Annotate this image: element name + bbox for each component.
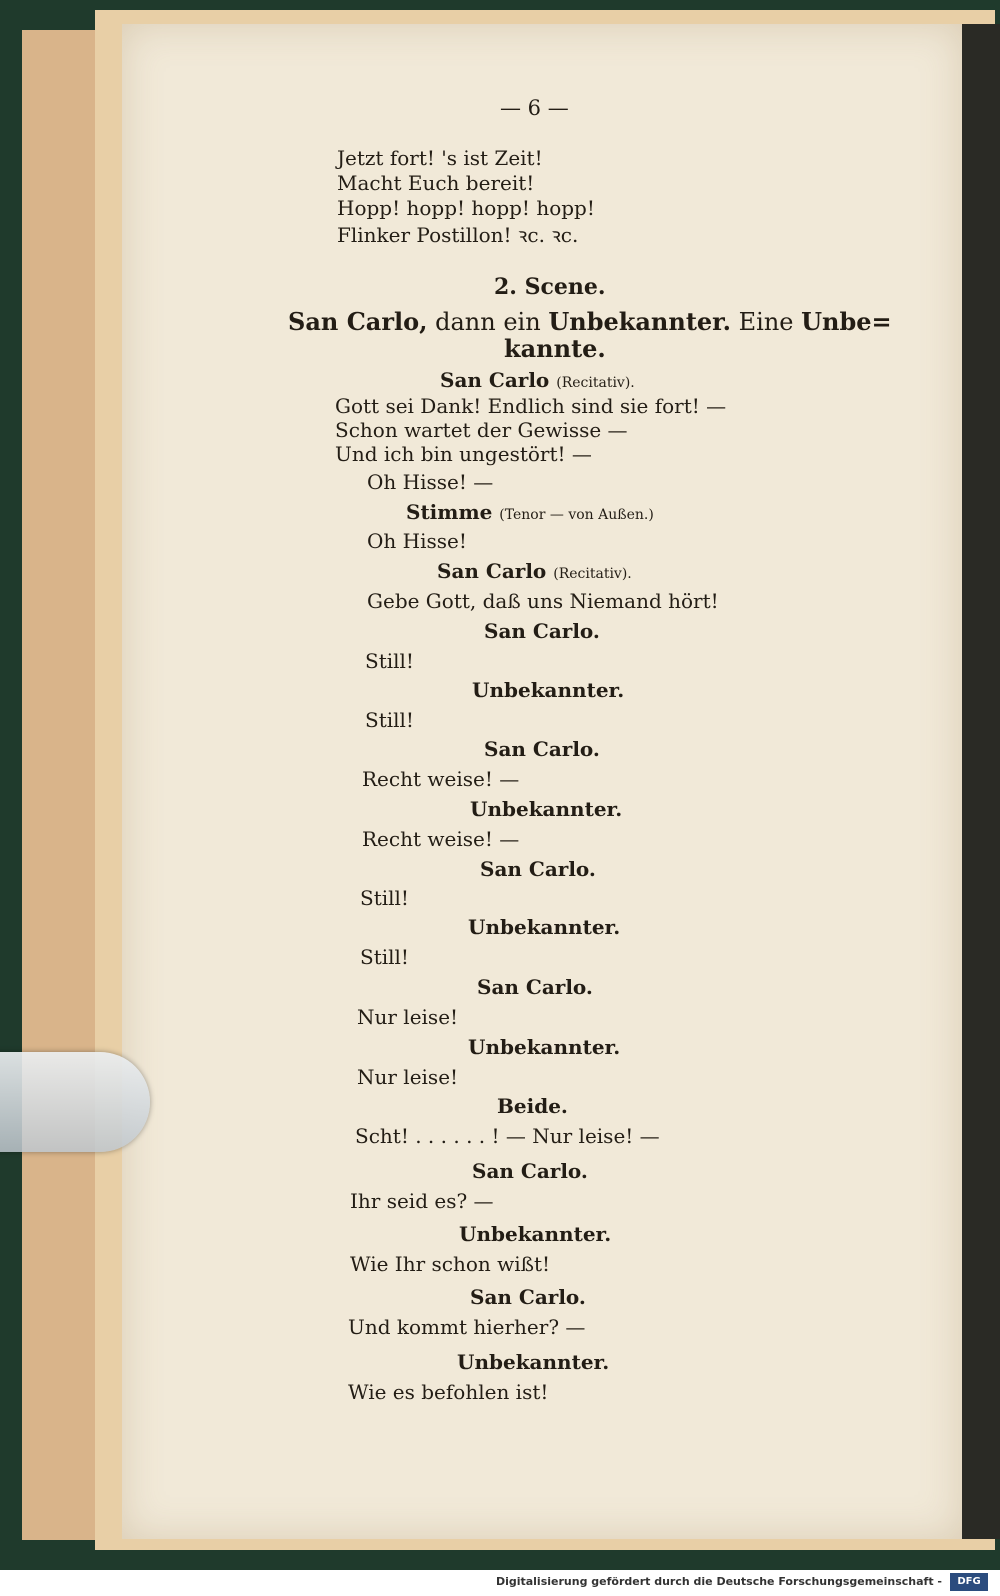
speaker-label: San Carlo. [484, 619, 600, 643]
speaker-name: San Carlo [440, 368, 550, 392]
speaker-label: San Carlo. [480, 857, 596, 881]
speaker-label: San Carlo. [484, 737, 600, 761]
speaker-label: Beide. [497, 1094, 568, 1118]
dialogue-line: Oh Hisse! [367, 529, 467, 553]
speaker-label: Unbekannter. [459, 1222, 612, 1246]
speaker-label: San Carlo. [477, 975, 593, 999]
verse-line: Flinker Postillon! ꝛc. ꝛc. [337, 223, 579, 247]
cast-unbekannter: Unbekannter. [548, 307, 731, 336]
cast-unbekannte: Unbe= [801, 307, 892, 336]
stage-direction: (Recitativ). [553, 566, 632, 582]
dialogue-line: Scht! . . . . . . ! — Nur leise! — [355, 1124, 660, 1148]
cast-connector: Eine [738, 308, 794, 336]
verse-line: Hopp! hopp! hopp! hopp! [337, 196, 595, 220]
dialogue-line: Oh Hisse! — [367, 470, 494, 494]
speaker-label: San Carlo. [472, 1159, 588, 1183]
page-number: — 6 — [500, 96, 569, 120]
book-page [122, 24, 962, 1539]
speaker-label: Unbekannter. [468, 915, 621, 939]
dialogue-line: Gebe Gott, daß uns Niemand hört! [367, 589, 719, 613]
verse-line: Macht Euch bereit! [337, 171, 535, 195]
speaker-name: Stimme [406, 500, 493, 524]
dialogue-line: Still! [360, 945, 409, 969]
speaker-label: Unbekannter. [468, 1035, 621, 1059]
footer-bar [0, 1570, 1000, 1596]
dialogue-line: Ihr seid es? — [350, 1189, 494, 1213]
cast-list-continued [504, 334, 606, 363]
scene-heading: 2. Scene. [494, 274, 606, 300]
cast-connector: dann ein [435, 308, 541, 336]
speaker-label: Unbekannter. [472, 678, 625, 702]
speaker-name: San Carlo [437, 559, 547, 583]
speaker-label: Unbekannter. [457, 1350, 610, 1374]
verse-line: Jetzt fort! 's ist Zeit! [337, 146, 543, 170]
speaker-label [406, 500, 654, 524]
funding-credit: Digitalisierung gefördert durch die Deutsche Forschungsgemeinschaft - [495, 1575, 942, 1588]
book-spine-shadow [962, 24, 1000, 1539]
dialogue-line: Schon wartet der Gewisse — [335, 418, 628, 442]
speaker-label: San Carlo. [470, 1285, 586, 1309]
dialogue-line: Wie Ihr schon wißt! [350, 1252, 551, 1276]
cast-unbekannte-continued: kannte. [504, 334, 606, 363]
dfg-logo-icon: DFG [950, 1573, 988, 1591]
dialogue-line: Und kommt hierher? — [348, 1315, 586, 1339]
dialogue-line: Recht weise! — [362, 767, 520, 791]
dialogue-line: Wie es befohlen ist! [348, 1380, 549, 1404]
cast-list [288, 307, 892, 336]
speaker-label [437, 559, 632, 583]
stage-direction: (Tenor — von Außen.) [499, 507, 654, 523]
dialogue-line: Recht weise! — [362, 827, 520, 851]
dialogue-line: Nur leise! [357, 1065, 459, 1089]
dialogue-line: Gott sei Dank! Endlich sind sie fort! — [335, 394, 727, 418]
scanner-clip [0, 1052, 150, 1152]
dialogue-line: Nur leise! [357, 1005, 459, 1029]
speaker-label: Unbekannter. [470, 797, 623, 821]
cast-san-carlo: San Carlo, [288, 307, 428, 336]
dialogue-line: Still! [365, 649, 414, 673]
dialogue-line: Still! [360, 886, 409, 910]
dialogue-line: Und ich bin ungestört! — [335, 442, 592, 466]
stage-direction: (Recitativ). [556, 375, 635, 391]
dialogue-line: Still! [365, 708, 414, 732]
speaker-label [440, 368, 635, 392]
